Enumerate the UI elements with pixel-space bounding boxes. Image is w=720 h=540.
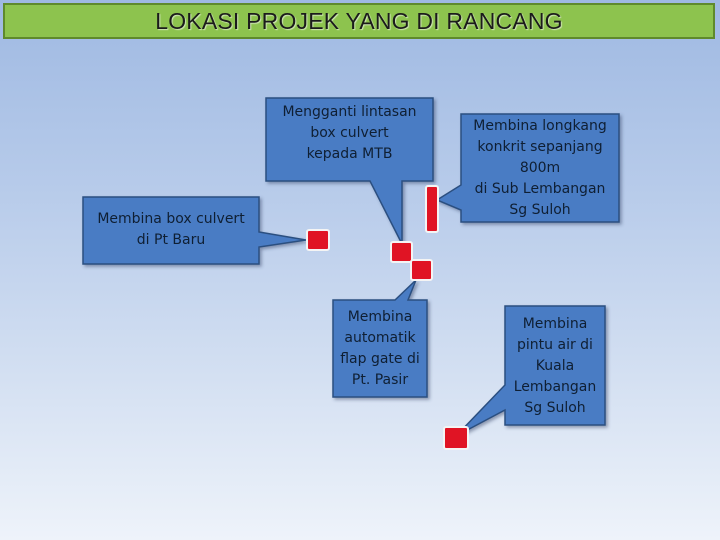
callout-mtb-line: Mengganti lintasan bbox=[282, 103, 417, 120]
callout-pt-baru-line: Membina box culvert bbox=[97, 211, 245, 227]
location-marker-pintu-air bbox=[444, 427, 468, 449]
location-marker-flap-gate bbox=[411, 260, 432, 280]
callout-pt-baru-line: di Pt Baru bbox=[136, 232, 206, 248]
callout-longkang-line: 800m bbox=[519, 159, 561, 176]
callout-pintu-air-line: pintu air di bbox=[517, 336, 593, 353]
location-marker-pt-baru bbox=[307, 230, 329, 250]
location-marker-mtb bbox=[391, 242, 412, 262]
callout-flap-gate-line: Membina bbox=[347, 308, 413, 325]
callout-mtb-line: kepada MTB bbox=[306, 145, 393, 162]
callout-flap-gate-line: Pt. Pasir bbox=[351, 371, 409, 388]
callout-pt-baru bbox=[83, 199, 259, 261]
callout-mtb-line: box culvert bbox=[310, 124, 389, 141]
callout-longkang-line: Sg Suloh bbox=[509, 201, 571, 218]
callout-flap-gate-line: flap gate di bbox=[340, 350, 420, 367]
callout-mtb bbox=[266, 96, 433, 170]
location-marker-longkang bbox=[426, 186, 438, 232]
callout-pintu-air bbox=[505, 310, 605, 422]
callout-longkang-line: Membina longkang bbox=[473, 117, 607, 134]
callout-pintu-air-line: Sg Suloh bbox=[524, 399, 586, 416]
callout-pintu-air-line: Membina bbox=[522, 315, 588, 332]
callout-longkang-line: di Sub Lembangan bbox=[474, 180, 606, 197]
callout-longkang-line: konkrit sepanjang bbox=[477, 138, 603, 155]
callout-pintu-air-line: Lembangan bbox=[513, 378, 597, 395]
callout-pintu-air-line: Kuala bbox=[535, 357, 575, 374]
callout-flap-gate bbox=[333, 300, 427, 397]
callout-longkang bbox=[461, 114, 619, 222]
page-title: LOKASI PROJEK YANG DI RANCANG bbox=[155, 7, 563, 34]
callout-flap-gate-line: automatik bbox=[344, 329, 416, 346]
